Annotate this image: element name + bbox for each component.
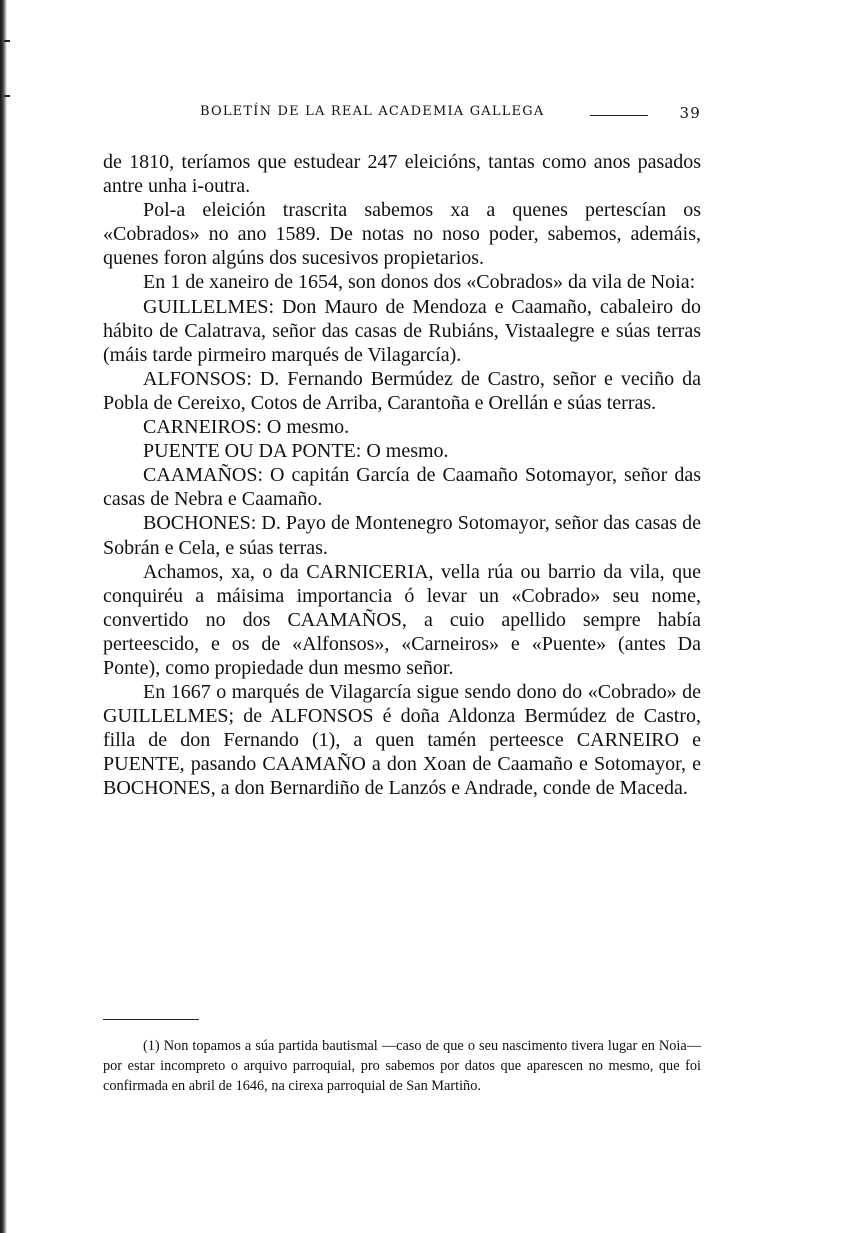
running-title: BOLETÍN DE LA REAL ACADEMIA GALLEGA xyxy=(200,104,545,119)
paragraph: ALFONSOS: D. Fernando Bermúdez de Castro, señor e veciño da Pobla de Cereixo, Cotos de Arriba, Carantoña e Orellán e súas terras. xyxy=(103,367,701,414)
binding-mark xyxy=(4,40,10,42)
page-number: 39 xyxy=(679,104,701,122)
paragraph: GUILLELMES: Don Mauro de Mendoza e Caamaño, cabaleiro do hábito de Calatrava, señor das casas de Rubiáns, Vistaalegre e súas terras (máis tarde pirmeiro marqués de Vilagarcía). xyxy=(103,295,701,366)
paragraph: PUENTE OU DA PONTE: O mesmo. xyxy=(143,440,449,463)
paragraph: En 1667 o marqués de Vilagarcía sigue sendo dono do «Cobrado» de GUILLELMES; de ALFONSOS é doña Aldonza Bermúdez de Castro, filla de don Fernando (1), a quen tamén perteesce CARNEIRO e PUENTE, pasando CAAMAÑO a don Xoan de Caamaño e Sotomayor, e BOCHONES, a don Bernardiño de Lanzós e Andrade, conde de Maceda. xyxy=(103,681,701,800)
paragraph: BOCHONES: D. Payo de Montenegro Sotomayor, señor das casas de Sobrán e Cela, e súas terras. xyxy=(103,512,701,559)
binding-edge xyxy=(0,0,7,1233)
paragraph: Achamos, xa, o da CARNICERIA, vella rúa ou barrio da vila, que conquiréu a máisima importancia ó levar un «Cobrado» seu nome, convertido no dos CAAMAÑOS, a cuio apellido sempre había perteescido, e os de «Alfonsos», «Carneiros» e «Puente» (antes Da Ponte), como propiedade dun mesmo señor. xyxy=(103,560,701,679)
running-header xyxy=(200,104,705,124)
header-rule xyxy=(590,115,648,116)
paragraph: En 1 de xaneiro de 1654, son donos dos «Cobrados» da vila de Noia: xyxy=(143,271,696,294)
paragraph: CAAMAÑOS: O capitán García de Caamaño Sotomayor, señor das casas de Nebra e Caamaño. xyxy=(103,464,701,511)
paragraph: Pol-a eleición trascrita sabemos xa a quenes pertescían os «Cobrados» no ano 1589. De notas no noso poder, sabemos, ademáis, quenes foron algúns dos sucesivos propietarios. xyxy=(103,199,701,270)
body-text xyxy=(103,150,701,801)
paragraph: de 1810, teríamos que estudear 247 eleicións, tantas como anos pasados antre unha i-outra. xyxy=(103,151,701,198)
footnote-separator xyxy=(103,1019,199,1020)
footnote-text: (1) Non topamos a súa partida bautismal —caso de que o seu nascimento tivera lugar en Noia— por estar incompreto o arquivo parroquial, pro sabemos por datos que aparescen no mesmo, que foi confirmada en abril de 1646, na cirexa parroquial de San Martiño. xyxy=(103,1038,701,1094)
footnote xyxy=(103,1036,701,1096)
paragraph: CARNEIROS: O mesmo. xyxy=(143,416,350,439)
binding-mark xyxy=(4,95,10,97)
